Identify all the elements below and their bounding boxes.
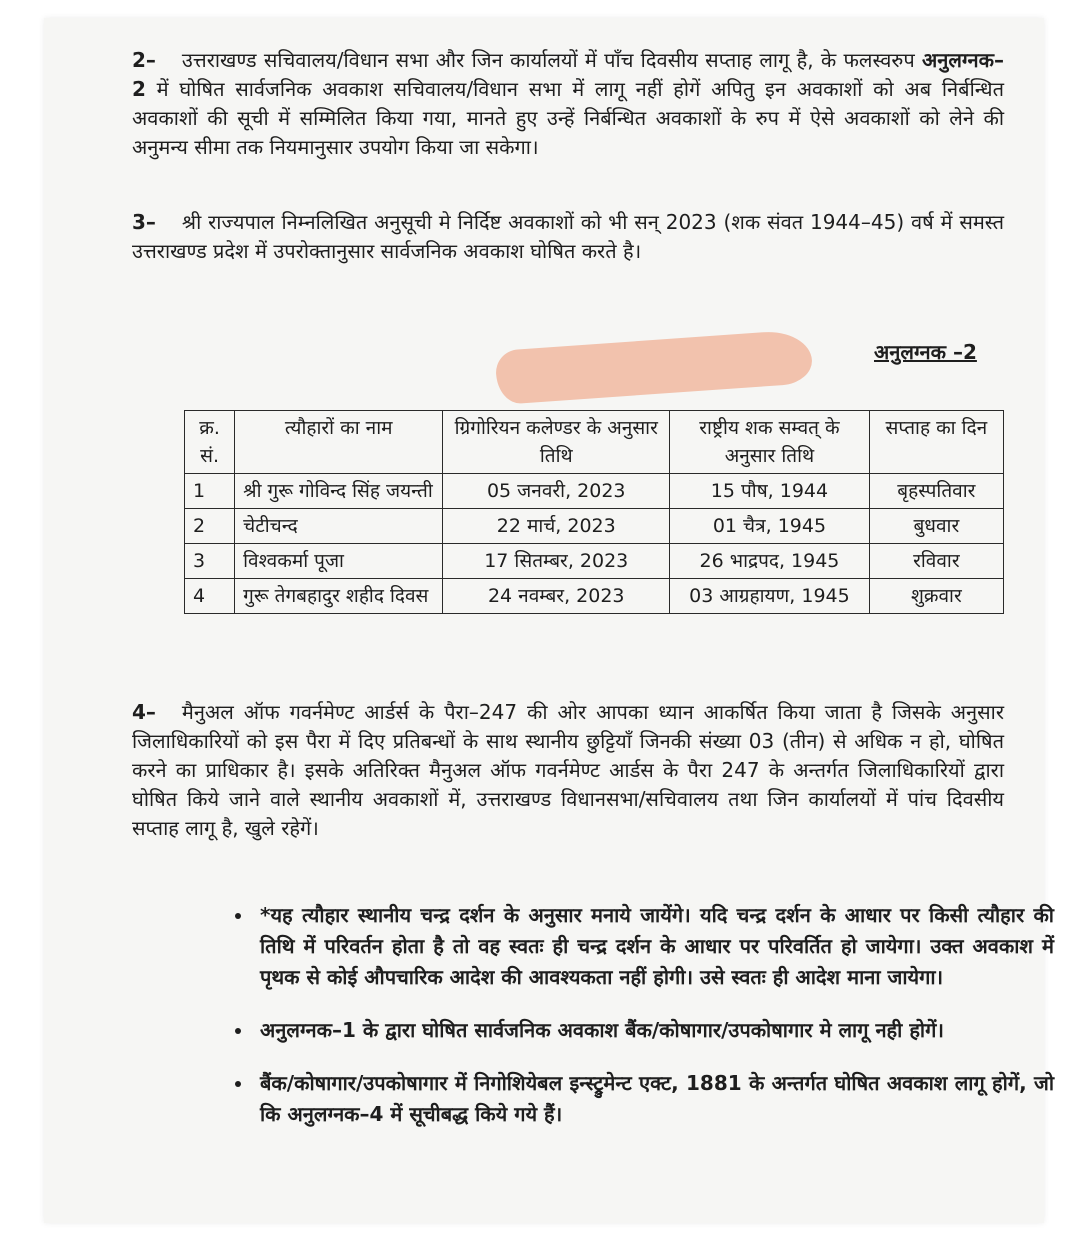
paragraph-3-text: श्री राज्यपाल निम्नलिखित अनुसूची मे निर्दिष्ट अवकाशों को भी सन् 2023 (शक संवत 1944–45) वर्ष में समस्त उत्तराखण्ड प्रदेश में उपरोक्तानुसार सार्वजनिक अवकाश घोषित करते है। [132, 210, 1004, 263]
paragraph-2-text-a: उत्तराखण्ड सचिवालय/विधान सभा और जिन कार्यालयों में पाँच दिवसीय सप्ताह लागू है, के फलस्वरुप [181, 48, 922, 72]
paragraph-4-text: मैनुअल ऑफ गवर्नमेण्ट आर्डर्स के पैरा–247 की ओर आपका ध्यान आकर्षित किया जाता है जिसके अनुसार जिलाधिकारियों को इस पैरा में दिए प्रतिबन्धों के साथ स्थानीय छुट्टियाँ जिनकी संख्या 03 (तीन) से अधिक न हो, घोषित करने का प्राधिकार है। इसके अतिरिक्त मैनुअल ऑफ गवर्नमेण्ट आर्डस के पैरा 247 के अन्तर्गत जिलाधिकारियों द्वारा घोषित किये जाने वाले स्थानीय अवकाशों में, उत्तराखण्ड विधानसभा/सचिवालय तथा जिन कार्यालयों में पांच दिवसीय सप्ताह लागू है, खुले रहेगें। [132, 700, 1004, 840]
cell-saka-date: 15 पौष, 1944 [670, 474, 870, 509]
cell-festival-name: श्री गुरू गोविन्द सिंह जयन्ती [235, 474, 443, 509]
paragraph-3 [132, 208, 1004, 266]
table-header-row [185, 411, 1004, 474]
paragraph-2-annexure-ref: अनुलग्नक–2 [132, 48, 1004, 101]
cell-serial: 4 [185, 579, 235, 614]
table-row [185, 544, 1004, 579]
cell-serial: 3 [185, 544, 235, 579]
paragraph-4-number: 4– [132, 700, 156, 724]
table-row [185, 474, 1004, 509]
cell-saka-date: 26 भाद्रपद, 1945 [670, 544, 870, 579]
holiday-table [184, 410, 1004, 614]
cell-serial: 1 [185, 474, 235, 509]
cell-festival-name: विश्वकर्मा पूजा [235, 544, 443, 579]
note-negotiable-instruments: • बैंक/कोषागार/उपकोषागार में निगोशियेबल इन्स्ट्रुमेन्ट एक्ट, 1881 के अन्तर्गत घोषित अवकाश लागू होगें, जो कि अनुलग्नक–4 में सूचीबद्ध किये गये हैं। [254, 1068, 1054, 1130]
paragraph-3-number: 3– [132, 210, 156, 234]
header-festival-name: त्यौहारों का नाम [235, 411, 443, 474]
cell-weekday: रविवार [869, 544, 1003, 579]
paragraph-4 [132, 698, 1004, 843]
paragraph-2-text-b: में घोषित सार्वजनिक अवकाश सचिवालय/विधान सभा में लागू नहीं होगें अपितु इन अवकाशों को अब निर्बन्धित अवकाशों की सूची में सम्मिलित किया गया, मानते हुए उन्हें निर्बन्धित अवकाशों के रुप में ऐसे अवकाशों को लेने की अनुमन्य सीमा तक नियमानुसार उपयोग किया जा सकेगा। [132, 77, 1004, 159]
cell-gregorian-date: 24 नवम्बर, 2023 [443, 579, 670, 614]
document-page [44, 18, 1054, 1223]
cell-gregorian-date: 05 जनवरी, 2023 [443, 474, 670, 509]
cell-saka-date: 01 चैत्र, 1945 [670, 509, 870, 544]
cell-festival-name: गुरू तेगबहादुर शहीद दिवस [235, 579, 443, 614]
note-moon-sighting: • *यह त्यौहार स्थानीय चन्द्र दर्शन के अनुसार मनाये जायेंगे। यदि चन्द्र दर्शन के आधार पर किसी त्यौहार की तिथि में परिवर्तन होता है तो वह स्वतः ही चन्द्र दर्शन के आधार पर परिवर्तित हो जायेगा। उक्त अवकाश में पृथक से कोई औपचारिक आदेश की आवश्यकता नहीं होगी। उसे स्वतः ही आदेश माना जायेगा। [254, 900, 1054, 993]
cell-serial: 2 [185, 509, 235, 544]
table-row [185, 579, 1004, 614]
cell-weekday: बुधवार [869, 509, 1003, 544]
cell-festival-name: चेटीचन्द [235, 509, 443, 544]
header-saka-date: राष्ट्रीय शक सम्वत् के अनुसार तिथि [670, 411, 870, 474]
paragraph-2-number: 2– [132, 48, 156, 72]
notes-list [224, 900, 1054, 1152]
header-weekday: सप्ताह का दिन [869, 411, 1003, 474]
table-row [185, 509, 1004, 544]
cell-gregorian-date: 22 मार्च, 2023 [443, 509, 670, 544]
highlighter-smudge [495, 329, 814, 405]
annexure-label: अनुलग्नक –2 [874, 340, 977, 364]
paragraph-2 [132, 46, 1004, 162]
header-serial: क्र. सं. [185, 411, 235, 474]
cell-gregorian-date: 17 सितम्बर, 2023 [443, 544, 670, 579]
header-gregorian-date: ग्रिगोरियन कलेण्डर के अनुसार तिथि [443, 411, 670, 474]
cell-weekday: शुक्रवार [869, 579, 1003, 614]
cell-weekday: बृहस्पतिवार [869, 474, 1003, 509]
cell-saka-date: 03 आग्रहायण, 1945 [670, 579, 870, 614]
note-annexure-1-banks: • अनुलग्नक–1 के द्वारा घोषित सार्वजनिक अवकाश बैंक/कोषागार/उपकोषागार मे लागू नही होगें। [254, 1015, 1054, 1046]
